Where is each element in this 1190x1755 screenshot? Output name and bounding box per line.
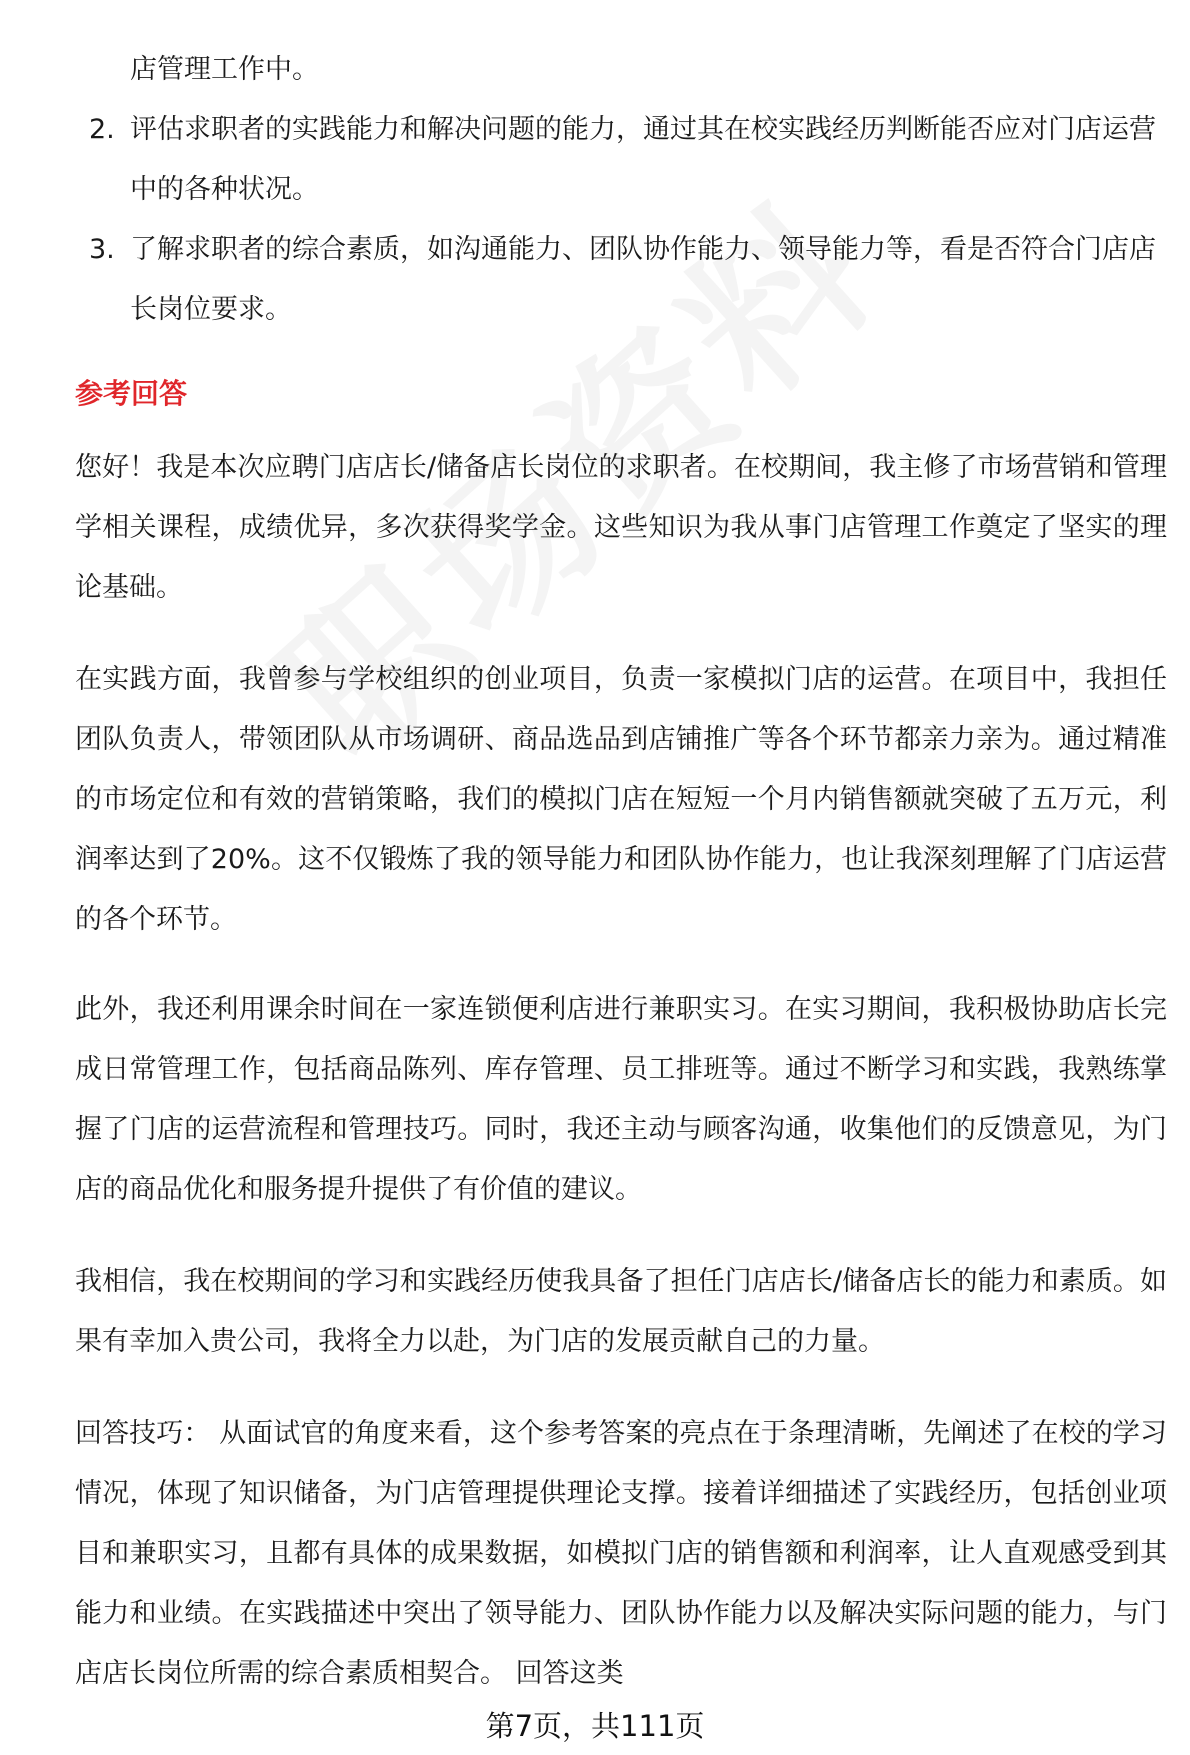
answer-tips-paragraph: 回答技巧： 从面试官的角度来看，这个参考答案的亮点在于条理清晰，先阐述了在校的学习情况，体现了知识储备，为门店管理提供理论支撑。接着详细描述了实践经历，包括创业项目和兼职实习，且都有具体的成果数据，如模拟门店的销售额和利润率，让人直观感受到其能力和业绩。在实践描述中突出了领导能力、团队协作能力以及解决实际问题的能力，与门店店长岗位所需的综合素质相契合。 回答这类 <box>75 1418 1167 1689</box>
list-item <box>72 220 1162 340</box>
answer-paragraph-practice: 在实践方面，我曾参与学校组织的创业项目，负责一家模拟门店的运营。在项目中，我担任团队负责人，带领团队从市场调研、商品选品到店铺推广等各个环节都亲力亲为。通过精准的市场定位和有效的营销策略，我们的模拟门店在短短一个月内销售额就突破了五万元，利润率达到了20%。这不仅锻炼了我的领导能力和团队协作能力，也让我深刻理解了门店运营的各个环节。 <box>75 664 1167 935</box>
answer-paragraph-conclusion: 我相信，我在校期间的学习和实践经历使我具备了担任门店店长/储备店长的能力和素质。如果有幸加入贵公司，我将全力以赴，为门店的发展贡献自己的力量。 <box>75 1266 1167 1357</box>
evaluation-points-list <box>72 100 1162 340</box>
section-heading: 参考回答 <box>75 377 188 410</box>
page-number-footer: 第7页，共111页 <box>485 1709 705 1743</box>
list-item-text: 评估求职者的实践能力和解决问题的能力，通过其在校实践经历判断能否应对门店运营中的各种状况。 <box>130 114 1156 205</box>
list-item <box>72 100 1162 220</box>
continuation-line: 店管理工作中。 <box>130 54 319 85</box>
list-item-number: 2. <box>89 114 115 145</box>
answer-paragraph-internship: 此外，我还利用课余时间在一家连锁便利店进行兼职实习。在实习期间，我积极协助店长完成日常管理工作，包括商品陈列、库存管理、员工排班等。通过不断学习和实践，我熟练掌握了门店的运营流程和管理技巧。同时，我还主动与顾客沟通，收集他们的反馈意见，为门店的商品优化和服务提升提供了有价值的建议。 <box>75 994 1167 1205</box>
answer-paragraph-intro: 您好！我是本次应聘门店店长/储备店长岗位的求职者。在校期间，我主修了市场营销和管理学相关课程，成绩优异，多次获得奖学金。这些知识为我从事门店管理工作奠定了坚实的理论基础。 <box>75 452 1167 603</box>
list-item-number: 3. <box>89 234 115 265</box>
list-item-text: 了解求职者的综合素质，如沟通能力、团队协作能力、领导能力等，看是否符合门店店长岗位要求。 <box>130 234 1156 325</box>
